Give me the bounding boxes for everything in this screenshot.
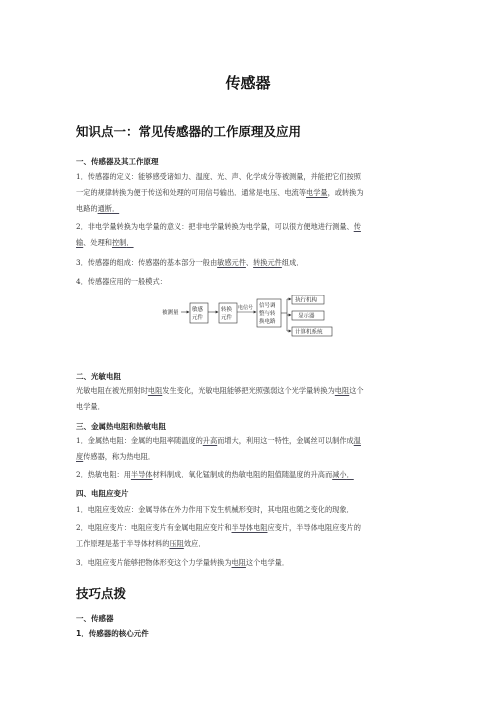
paragraph-definition: 1．传感器的定义：能够感受诸如力、温度、光、声、化学成分等被测量，并能把它们按照 一定的规律转换为便于传送和处理的可用信号输出．通常是电压、电流等电学量，或转换为 电路的通断． <box>76 172 364 213</box>
svg-text:显示器: 显示器 <box>298 313 315 320</box>
svg-text:元件: 元件 <box>192 315 204 321</box>
svg-text:元件: 元件 <box>221 315 233 321</box>
subheading-strain-gauge: 四、电阻应变片 <box>76 489 129 498</box>
subheading-thermal-resistor: 三、金属热电阻和热敏电阻 <box>76 422 166 431</box>
paragraph-strain-gauge: 2．电阻应变片：电阻应变片有金属电阻应变片和半导体电阻应变片，半导体电阻应变片的 工作原理是基于半导体材料的压阻效应． <box>76 523 361 548</box>
paragraph-strain-conversion: 3．电阻应变片能够把物体形变这个力学量转换为电阻这个电学量． <box>76 558 290 567</box>
paragraph-composition: 3．传感器的组成：传感器的基本部分一般由敏感元件、转换元件组成． <box>76 258 304 267</box>
paragraph-metal-resistor: 1．金属热电阻：金属的电阻率随温度的升高而增大，利用这一特性，金属丝可以制作成温 度传感器，称为热电阻． <box>76 436 361 461</box>
page-title: 传感器 <box>225 74 271 92</box>
diagram-signal-label: 电信号 <box>238 305 254 311</box>
paragraph-photoresistor: 光敏电阻在被光照射时电阻发生变化，光敏电阻能够把光照强弱这个光学量转换为电阻这个 电学量． <box>76 386 364 411</box>
paragraph-mode: 4．传感器应用的一般模式： <box>76 277 167 286</box>
subheading-sensor: 一、传感器 <box>76 614 114 623</box>
paragraph-significance: 2．非电学量转换为电学量的意义：把非电学量转换为电学量，可以很方便地进行测量、传 输、处理和控制． <box>76 222 361 247</box>
subheading-photoresistor: 二、光敏电阻 <box>76 372 121 381</box>
paragraph-thermistor: 2．热敏电阻：用半导体材料制成．氧化锰制成的热敏电阻的阻值随温度的升高而减小． <box>76 470 354 479</box>
svg-text:计算机系统: 计算机系统 <box>295 329 323 336</box>
svg-text:整与转: 整与转 <box>259 311 276 317</box>
svg-text:换电路: 换电路 <box>259 319 276 325</box>
svg-text:信号调: 信号调 <box>259 303 276 309</box>
subheading-sensor-principle: 一、传感器及其工作原理 <box>76 157 159 166</box>
sensor-mode-diagram <box>160 295 360 337</box>
section-heading-tips: 技巧点拨 <box>76 586 127 601</box>
svg-text:敏感: 敏感 <box>192 307 204 313</box>
diagram-measured-label: 被测量 <box>162 310 179 316</box>
paragraph-strain-effect: 1．电阻应变效应：金属导体在外力作用下发生机械形变时，其电阻也随之变化的现象． <box>76 505 354 514</box>
svg-text:执行机构: 执行机构 <box>295 297 318 304</box>
section-heading-knowledge: 知识点一：常见传感器的工作原理及应用 <box>76 124 302 139</box>
svg-text:转换: 转换 <box>221 307 233 313</box>
subheading-core-element: 1．传感器的核心元件 <box>76 629 149 638</box>
